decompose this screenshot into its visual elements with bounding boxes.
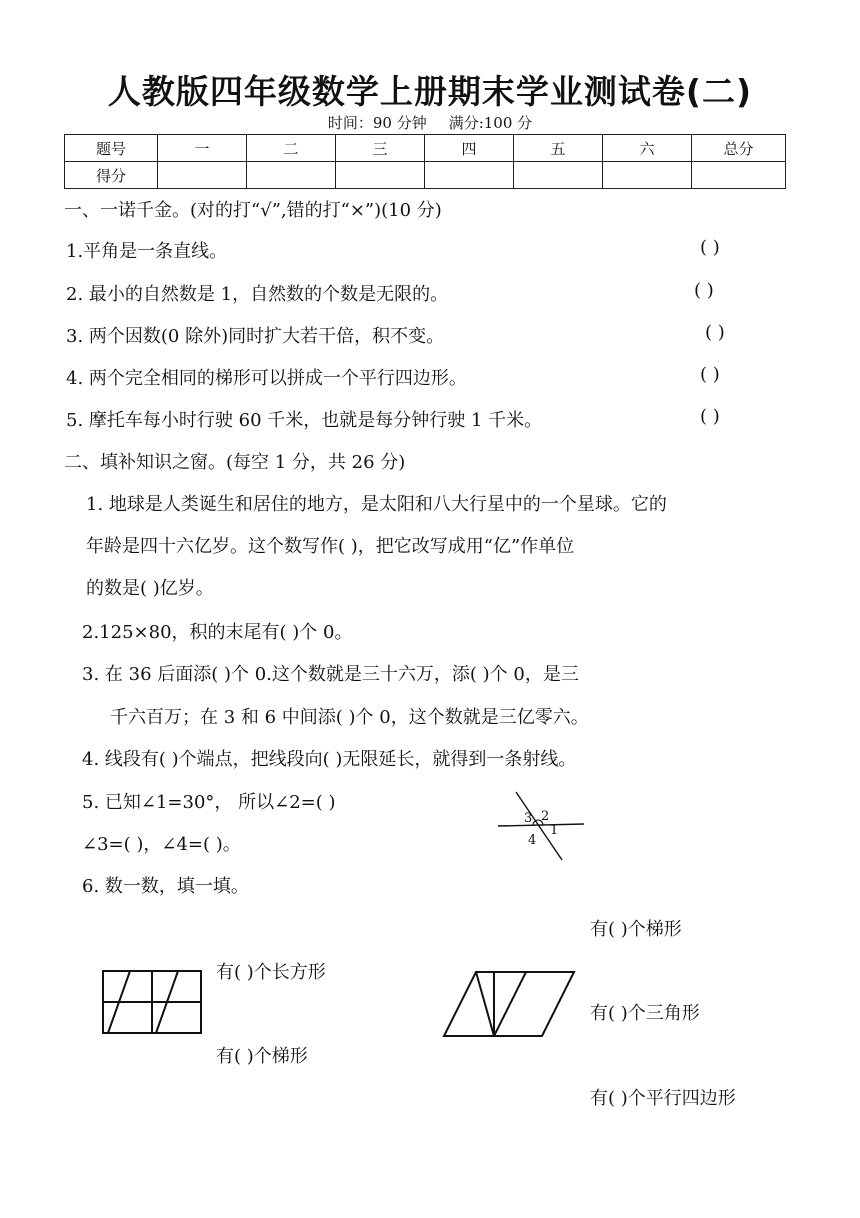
section1-item-4: 4. 两个完全相同的梯形可以拼成一个平行四边形。 [66, 368, 467, 389]
header-cell-total: 总分 [692, 135, 786, 162]
parallelogram-figure [442, 970, 578, 1038]
score-cell[interactable] [514, 162, 603, 189]
section1-item-3: 3. 两个因数(0 除外)同时扩大若干倍，积不变。 [66, 326, 445, 347]
angle-label-1: 1 [550, 823, 559, 838]
angle-label-4: 4 [528, 833, 537, 848]
question-2: 2.125×80，积的末尾有( )个 0。 [82, 622, 353, 643]
answer-box-1[interactable]: ( ) [700, 237, 720, 258]
fig2-triangle-count: 有( )个三角形 [590, 1003, 700, 1024]
score-table [64, 134, 786, 189]
fig2-parallelogram-count: 有( )个平行四边形 [590, 1088, 736, 1109]
answer-box-3[interactable]: ( ) [705, 322, 725, 343]
header-cell-3: 三 [336, 135, 425, 162]
answer-box-5[interactable]: ( ) [700, 406, 720, 427]
header-cell-6: 六 [603, 135, 692, 162]
score-cell[interactable] [247, 162, 336, 189]
question-1-line-1: 1. 地球是人类诞生和居住的地方，是太阳和八大行星中的一个星球。它的 [86, 494, 667, 515]
question-5-line-1: 5. 已知∠1=30°， 所以∠2=( ) [82, 792, 336, 813]
score-cell[interactable] [158, 162, 247, 189]
angle-diagram [496, 788, 588, 862]
question-1-line-2: 年龄是四十六亿岁。这个数写作( )，把它改写成用“亿”作单位 [86, 536, 575, 557]
fig2-trapezoid-count: 有( )个梯形 [590, 919, 682, 940]
question-5-line-2: ∠3=( )，∠4=( )。 [82, 834, 241, 855]
score-cell[interactable] [603, 162, 692, 189]
score-cell[interactable] [425, 162, 514, 189]
section2-heading: 二、填补知识之窗。(每空 1 分，共 26 分) [64, 452, 406, 473]
answer-box-2[interactable]: ( ) [694, 280, 714, 301]
angle-label-3: 3 [524, 811, 533, 826]
score-table-score-row [65, 162, 786, 189]
angle-label-2: 2 [541, 809, 550, 824]
section1-item-1: 1.平角是一条直线。 [66, 241, 228, 262]
question-3-line-1: 3. 在 36 后面添( )个 0.这个数就是三十六万，添( )个 0，是三 [82, 664, 579, 685]
section1-heading: 一、一诺千金。(对的打“√”,错的打“×”)(10 分) [64, 200, 442, 221]
score-row-label: 得分 [65, 162, 158, 189]
question-4: 4. 线段有( )个端点，把线段向( )无限延长，就得到一条射线。 [82, 749, 577, 770]
section1-item-2: 2. 最小的自然数是 1，自然数的个数是无限的。 [66, 284, 449, 305]
horizontal-line [498, 824, 584, 826]
page-title: 人教版四年级数学上册期末学业测试卷(二) [107, 72, 753, 111]
score-cell-total[interactable] [692, 162, 786, 189]
section1-item-5: 5. 摩托车每小时行驶 60 千米，也就是每分钟行驶 1 千米。 [66, 410, 543, 431]
header-cell-question-no: 题号 [65, 135, 158, 162]
rectangle-figure [102, 970, 204, 1036]
fig1-rectangle-count: 有( )个长方形 [216, 962, 326, 983]
inner-line-1 [476, 972, 494, 1036]
fig1-trapezoid-count: 有( )个梯形 [216, 1046, 308, 1067]
answer-box-4[interactable]: ( ) [700, 364, 720, 385]
score-table-header-row [65, 135, 786, 162]
header-cell-4: 四 [425, 135, 514, 162]
question-1-line-3: 的数是( )亿岁。 [86, 578, 214, 599]
inner-line-3 [494, 972, 526, 1036]
question-3-line-2: 千六百万；在 3 和 6 中间添( )个 0，这个数就是三亿零六。 [110, 707, 589, 728]
exam-meta [0, 112, 860, 133]
question-6: 6. 数一数，填一填。 [82, 876, 249, 897]
header-cell-5: 五 [514, 135, 603, 162]
header-cell-2: 二 [247, 135, 336, 162]
time-label: 时间：90 分钟 [327, 114, 427, 132]
header-cell-1: 一 [158, 135, 247, 162]
full-score-label: 满分:100 分 [448, 114, 533, 132]
score-cell[interactable] [336, 162, 425, 189]
